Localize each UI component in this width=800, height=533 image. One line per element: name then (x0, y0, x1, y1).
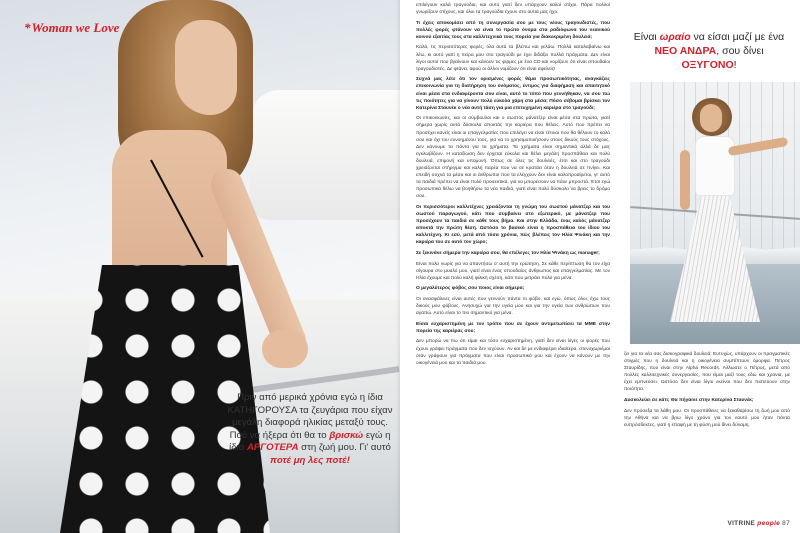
interview-answer: Δεν μπορώ να πω ότι είμαι και τόσο ευχαριστημένη, γιατί δεν είναι λίγες οι φορές που έχουν γράψει πράγματα που δεν ισχύουν. Αν και δε με ενδιαφέρει ιδιαίτερα, στενοχωριέμαι όταν γράφουν για πράγματα που είναι προσωπικά μου και έχουν να κάνουν με την οικογένειά μου και τα παιδιά μου. (416, 339, 610, 366)
quote-text: Πριν από μερικά χρόνια εγώ η ίδια ΚΑΤΗΓΟΡΟΥΣΑ τα ζευγάρια που είχαν μεγάλη διαφορά ηλικίας μεταξύ τους. Πού να ήξερα ότι θα το (227, 392, 393, 441)
interview-question: Δυσκολεύει σε κάτι; Θα πήγαινε στην Κατερίνα Σταυνέκ; (624, 398, 754, 404)
interview-answer: Καλά, τις περισσότερες φορές, όλα αυτά τα βλέπω και γελάω. Πολλά καταλαβαίνω και λέω, κι αυτό γιατί η πείρα μου στο τραγούδι με έχει διδάξει πολλά πράγματα. Δεν είναι λίγοι αυτοί που βγαίνουν και κάνουν τις φίρμες με ένα CD και νομίζουν ότι είναι σπουδαίοι τραγουδιστές. Δε φτάνει, αφού οι άλλοι νομίζουν ότι είναι αφελείς! (416, 45, 610, 72)
left-pull-quote (226, 392, 394, 468)
interview-answer: Δεν πρόσεξα τα λάθη μου. Οι προσπάθειες να ξεκαθαρίσω τη ζωή μου από την Αθήνα και να βρω λίγο χρόνο για τον εαυτό μου ήταν πάντα ευπρόσδεκτες, γιατί η επαφή με τη φύση μού δίνει δύναμη. (624, 408, 790, 428)
section-asterisk: * (24, 20, 31, 35)
quote-emphasis: ποτέ μη λες ποτέ! (270, 454, 350, 466)
section-label-text: Woman we Love (31, 20, 120, 35)
white-top (696, 137, 734, 195)
interview-answer: Οι ανασφάλειες είναι αυτές που γεννούν πάντα το φόβο, και εγώ, όπως όλοι, έχω τους δικούς μου φόβους. Ανησυχώ για την υγεία μου και για την υγεία των ανθρώπων που αγαπώ. Αυτό είναι το πιο σημαντικό για μένα. (416, 296, 610, 317)
page-footer (727, 520, 790, 527)
interview-answer: ζει για τα νέα σας δισκογραφικά δουλειά; Ευτυχώς, υπάρχουν οι πραγματικές στιγμές που η δουλειά και η οικογένεια συμπίπτουν όμορφα. Πέτρος Σταυρίδης, που είναι στην Alpha Records. Άλλωστε ο Πέτρος, μετά από πολλές καλλιτεχνικές συνεργασίες, που είμαι μαζί τους εδώ και χρόνια, με έχει εμπνεύσει. Ωστόσο δεν είναι λίγοι εκείνοι που δεν πιστεύουν στην ποιότητα. (624, 352, 790, 393)
interview-question: Συχνά μας λέτε ότι τον ορισμένες φορές θέμα προσωπικότητας, αναγκάζεις επικοινωνία για τη διατήρηση του ονόματος, έντιμος για διαφήμιση και απαιτητικό είναι μέσα στα ενδιαφέροντα σου είναι, αυτό το τόπο που γεννήθηκαν, να σου πω τις ποιότητες για να γίνουν πολύ εύκολα χάρη στα μέσα; Πόσο σέβομαι βρίσκει τον Κατερίνα Σταυνέκ ο νέα αυτή τάση για μια επιτυχημένη καριέρα στο τραγούδι; (416, 77, 610, 111)
woman-hand (262, 330, 308, 368)
pull-quote-text: ! (733, 59, 737, 71)
pull-quote-emphasis: ωραίο (659, 31, 691, 43)
interview-answer: επιλέγουν καλά τραγούδια, και αυτό γιατί δεν υπάρχουν καλοί στίχοι. Πάρα πολλοί γνωρίζουν στίχους, και όλοι τα τραγούδια έχουν στο αυτιά μας ήχο. (416, 3, 610, 16)
interview-question: Τι έχεις αποκομίσει από τη συνεργασία σου με τους νέους τραγουδιστές, που πολλές φορές φτάνουν να είναι το πρώτο όνομα στα ραδιόφωνα του νεανικού κοινού εξαιτίας τους στα καλλιτεχνικά τους πορεία για διακεκριμένη δουλειά; (416, 20, 610, 40)
harbor-photo (630, 82, 800, 344)
magazine-name: VITRINE (727, 520, 756, 527)
article-column-left (416, 2, 610, 524)
pull-quote-emphasis: ΝΕΟ ΑΝΔΡΑ (654, 45, 717, 57)
boat-seat (250, 90, 400, 220)
interview-question: Σε ξεκινάνε σήμερα την καριέρα σου, θα επέλεγες τον Ηλία Ψινάκη ως manager; (416, 251, 600, 256)
article-column-right (624, 351, 790, 511)
section-label (24, 20, 119, 36)
woman-arm-left (680, 150, 690, 210)
woman-face (175, 20, 237, 115)
interview-question: Οι περισσότεροι καλλιτέχνες χρειάζονται τη γνώμη του σωστού μάνατζερ και του σωστού παραγωγού, κάτι που συμβαίνει στο εξωτερικό, με μάνατζερ που προσέχουν τα παιδιά σε κάθε τους βήμα. Και στην Ελλάδα, ένας καλός μάνατζερ αποκτά την πρώτη θέση. Ωστόσο το βασικό είναι η προσπάθεια του ίδιου του καλλιτέχνη. Κι εσύ, μετά από τόσα χρόνια, πώς βλέπεις τον Ηλία Ψινάκη και την καριέρα του σε αυτό τον χώρο; (416, 204, 610, 246)
interview-question: Ο μεγαλύτερος φόβος σου ποιος είναι σήμερα; (416, 286, 525, 292)
pull-quote-text: να είσαι μαζί με ένα (690, 31, 785, 43)
quote-emphasis: ΑΡΓΟΤΕΡΑ (246, 442, 299, 454)
page-number: 87 (782, 520, 790, 527)
quote-text: στη ζωή μου. Γι' αυτό (298, 442, 391, 454)
interview-question: Είσαι ευχαριστημένη με τον τρόπο που σε έχουν αντιμετωπίσει τα ΜΜΕ στην πορεία της καριέρας σου; (416, 321, 610, 334)
interview-answer: Είναι πολύ νωρίς για να απαντήσω σ' αυτή την ερώτηση. Σε κάθε περίπτωση θα τον είχα σίγουρα στο μυαλό μου, γιατί είναι ένας σπουδαίος άνθρωπος και επαγγελματίας. Με τον Ηλία έχουμε και πολύ καλή φιλική σχέση, κάτι που μετράει πολύ για μένα. (416, 261, 610, 281)
woman-face (700, 104, 722, 132)
quote-text: εγώ η ίδια (229, 429, 391, 454)
right-pull-quote (626, 30, 792, 72)
pull-quote-emphasis: ΟΞΥΓΟΝΟ (681, 59, 734, 71)
interview-answer: Οι επικοινωνίες, και οι σύμβουλοι και ο σωστός μάνατζερ είναι μέσα στα πρώτα, γιατί σήμερα χωρίς αυτά δύσκολα αποκτάς την καριέρα που θέλεις. Αυτό που πρέπει να προσέχει κανείς είναι οι επαγγελματίες που επιλέγει να είναι τέτοιοι που θα θέλουν το καλό σου και όχι του ευνοημένου τους, για να το χρησιμοποιήσουν στους δικούς τους στόχους. Δεν κάνουμε τα πάντα για τα χρήματα. Τα χρήματα είναι σημαντικά αλλά δε μας εγκλωβίζουν. Η καταξίωση δεν έρχεται εύκολα και θέλει μεγάλη προσπάθεια και πολύ δουλειά, επιμονή και υπομονή. Όπως σε όλες τις δουλειές, έτσι και στο τραγούδι χρειάζονται στήριγμα και καλή παρέα που να σε κρατάει όταν η δουλειά σε πνίγει. Και επειδή συχνά τα μέσα και οι άνθρωποι που τα ελέγχουν δεν είναι καλοπροαίρετοι, γι' αυτό τα παιδιά πρέπει να είναι πολύ προσεκτικά, για να μπορέσουν να πάνε μπροστά. Έτσι εγώ προσωπικά θέλω να βοηθήσω τα νέα παιδιά, γιατί είναι πολύ δύσκολο να βρεις το δρόμο σου. (416, 116, 610, 200)
quote-emphasis: βρισκώ (329, 429, 364, 441)
right-page-text (400, 0, 800, 533)
pull-quote-text: , σου δίνει (716, 45, 764, 57)
magazine-accent: people (757, 520, 781, 527)
pull-quote-text: Είναι (633, 31, 660, 43)
